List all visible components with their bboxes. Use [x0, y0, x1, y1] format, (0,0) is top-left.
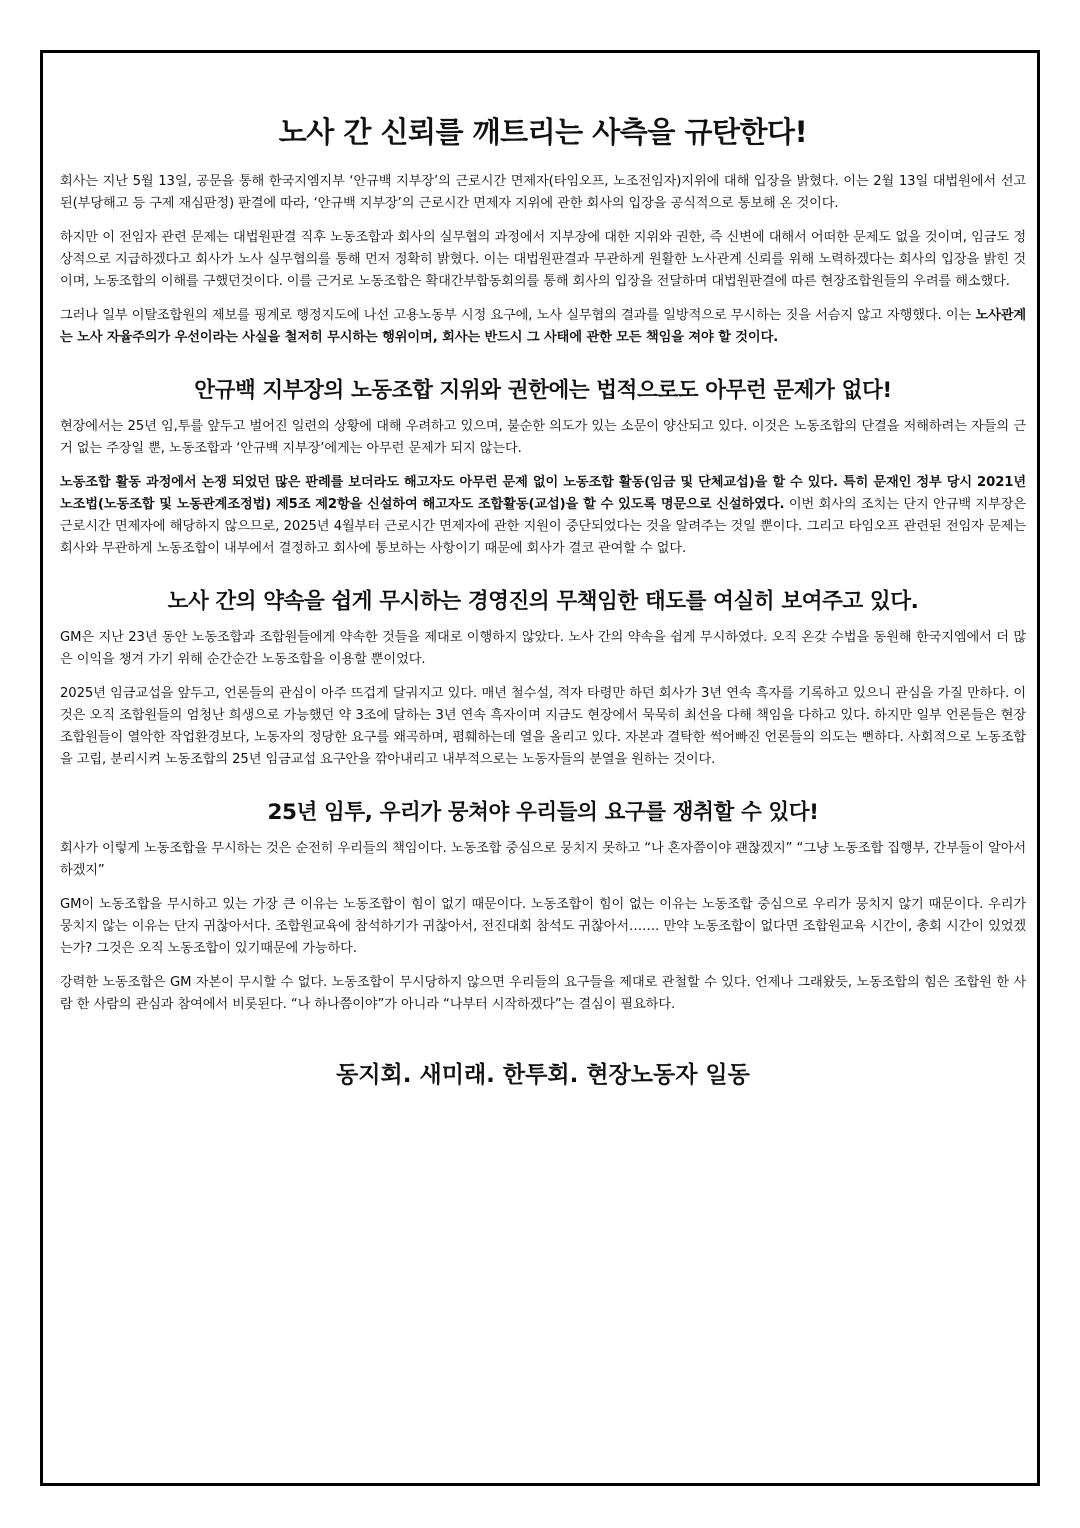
paragraph: 강력한 노동조합은 GM 자본이 무시할 수 없다. 노동조합이 무시당하지 않으면 우리들의 요구들을 제대로 관철할 수 있다. 언제나 그래왔듯, 노동조합의 힘은 조합원 한 사람 한 사람의 관심과 참여에서 비롯된다. “나 하나쯤이야”가 아니라 “나부터 시작하겠다”는 결심이 필요하다.	[60, 975, 1026, 1012]
paragraph: 2025년 임금교섭을 앞두고, 언론들의 관심이 아주 뜨겁게 달궈지고 있다. 매년 철수설, 적자 타령만 하던 회사가 3년 연속 흑자를 기록하고 있으니 관심을 가질 만하다. 이것은 오직 조합원들의 엄청난 희생으로 가능했던 약 3조에 달하는 3년 연속 흑자이며 지금도 현장에서 묵묵히 최선을 다해 책임을 다하고 있다. 하지만 일부 언론들은 현장조합원들이 열악한 작업환경보다, 노동자의 정당한 요구를 왜곡하며, 폄훼하는데 열을 올리고 있다. 자본과 결탁한 썩어빠진 언론들의 의도는 뻔하다. 사회적으로 노동조합을 고립, 분리시켜 노동조합의 25년 임금교섭 요구안을 깎아내리고 내부적으로는 노동자들의 분열을 원하는 것이다.	[60, 686, 1026, 767]
paragraph-text: 이번 회사의 조치는 단지 안규백 지부장은 근로시간 면제자에 해당하지 않으므로, 2025년 4월부터 근로시간 면제자에 관한 지원이 중단되었다는 것을 알려주는 것일 뿐이다. 그리고 타임오프 관련된 전임자 문제는 회사와 무관하게 노동조합이 내부에서 결정하고 회사에 통보하는 사항이기 때문에 회사가 결코 관여할 수 없다.	[60, 497, 1026, 556]
paragraph: 현장에서는 25년 임,투를 앞두고 벌어진 일련의 상황에 대해 우려하고 있으며, 불순한 의도가 있는 소문이 양산되고 있다. 이것은 노동조합의 단결을 저해하려는 자들의 근거 없는 주장일 뿐, 노동조합과 ‘안규백 지부장’에게는 아무런 문제가 되지 않는다.	[60, 419, 1026, 456]
section-management	[60, 584, 1026, 771]
paragraph: 하지만 이 전임자 관련 문제는 대법원판결 직후 노동조합과 회사의 실무협의 과정에서 지부장에 대한 지위와 권한, 즉 신변에 대해서 어떠한 문제도 없을 것이며, 임금도 정상적으로 지급하겠다고 회사가 노사 실무협의를 통해 먼저 정확히 밝혔다. 이는 대법원판결과 무관하게 원활한 노사관계 신뢰를 위해 노력하겠다는 회사의 입장을 밝힌 것이며, 노동조합의 이해를 구했던것이다. 이를 근거로 노동조합은 확대간부합동회의를 통해 회사의 입장을 전달하며 대법원판결에 따른 현장조합원들의 우려를 해소했다.	[60, 230, 1026, 289]
section-heading: 노사 간의 약속을 쉽게 무시하는 경영진의 무책임한 태도를 여실히 보여주고 있다.	[167, 589, 919, 614]
section-legal	[60, 373, 1026, 560]
paragraph: 회사가 이렇게 노동조합을 무시하는 것은 순전히 우리들의 책임이다. 노동조합 중심으로 뭉치지 못하고 “나 혼자쯤이야 괜찮겠지” “그냥 노동조합 집행부, 간부들이 알아서 하겠지”	[60, 841, 1026, 878]
paragraph-text: 그러나 일부 이탈조합원의 제보를 핑계로 행정지도에 나선 고용노동부 시정 요구에, 노사 실무협의 결과를 일방적으로 무시하는 짓을 서슴지 않고 자행했다. 이는	[60, 308, 976, 323]
paragraph: GM이 노동조합을 무시하고 있는 가장 큰 이유는 노동조합이 힘이 없기 때문이다. 노동조합이 힘이 없는 이유는 노동조합 중심으로 우리가 뭉치지 않기 때문이다. 우리가 뭉치지 않는 이유는 단지 귀찮아서다. 조합원교육에 참석하기가 귀찮아서, 전진대회 참석도 귀찮아서……. 만약 노동조합이 없다면 조합원교육 시간이, 총회 시간이 있었겠는가? 그것은 오직 노동조합이 있기때문에 가능하다.	[60, 897, 1026, 956]
paragraph	[60, 305, 1026, 349]
section-unity	[60, 795, 1026, 1016]
signature: 동지회. 새미래. 한투회. 현장노동자 일동	[336, 1062, 750, 1088]
paragraph: GM은 지난 23년 동안 노동조합과 조합원들에게 약속한 것들을 제대로 이행하지 않았다. 노사 간의 약속을 쉽게 무시하였다. 오직 온갖 수법을 동원해 한국지엠에서 더 많은 이익을 챙겨 가기 위해 순간순간 노동조합을 이용할 뿐이었다.	[60, 630, 1026, 667]
document-body	[60, 110, 1026, 1089]
section-heading: 안규백 지부장의 노동조합 지위와 권한에는 법적으로도 아무런 문제가 없다!	[194, 378, 892, 403]
main-title: 노사 간 신뢰를 깨트리는 사측을 규탄한다!	[278, 115, 808, 149]
emphasis-text: 노동조합 활동 과정에서 논쟁 되었던 많은 판례를 보더라도 해고자도 아무런 문제 없이 노동조합 활동(임금 및 단체교섭)을 할 수 있다. 특히 문재인 정부 당시 2021년 노조법(노동조합 및 노동관계조정법) 제5조 제2항을 신설하여 해고자도 조합활동(교섭)을 할 수 있도록 명문으로 신설하였다.	[60, 475, 1026, 512]
emphasis-text: 노사관계는 노사 자율주의가 우선이라는 사실을 철저히 무시하는 행위이며, 회사는 반드시 그 사태에 관한 모든 책임을 져야 할 것이다.	[60, 308, 1026, 345]
paragraph	[60, 472, 1026, 560]
section-heading: 25년 임투, 우리가 뭉쳐야 우리들의 요구를 쟁취할 수 있다!	[267, 800, 819, 825]
paragraph: 회사는 지난 5월 13일, 공문을 통해 한국지엠지부 ‘안규백 지부장’의 근로시간 면제자(타임오프, 노조전임자)지위에 대해 입장을 밝혔다. 이는 2월 13일 대법원에서 선고된(부당해고 등 구제 재심판정) 판결에 따라, ‘안규백 지부장’의 근로시간 면제자 지위에 관한 회사의 입장을 공식적으로 통보해 온 것이다.	[60, 174, 1026, 211]
